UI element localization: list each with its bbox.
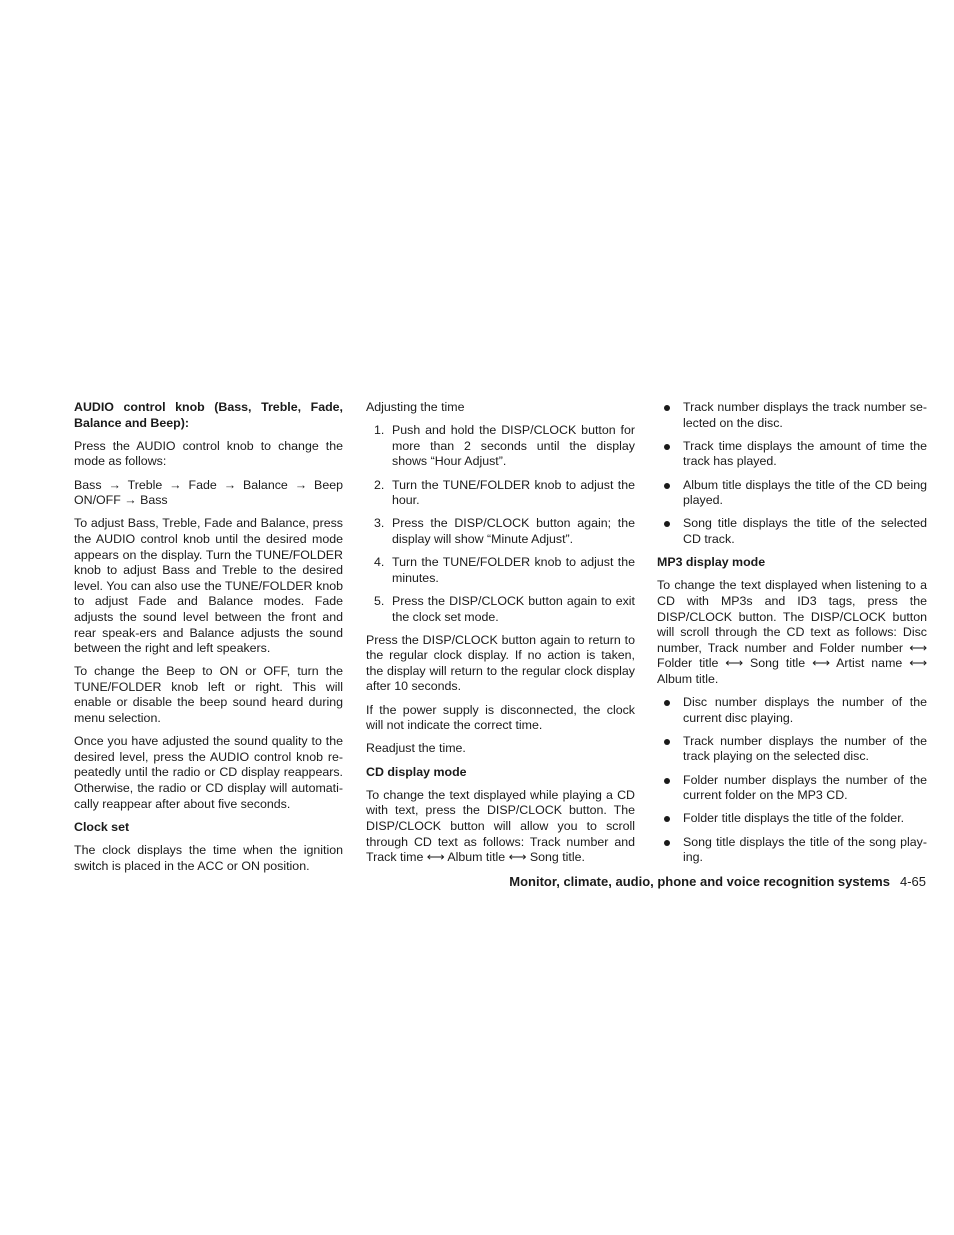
bullet-icon [664,521,670,527]
list-item-text: Disc number displays the number of the current disc playing. [683,695,927,725]
bullet-icon [664,444,670,450]
paragraph: To adjust Bass, Treble, Fade and Balance, press the AUDIO control knob until the desired mode appears on the display. Turn the TUNE/FOLDER knob to adjust Bass and Treble to the desired level. You can also use the TUNE/FOLDER knob to adjust Fade and Balance modes. Fade adjusts the sound level between the front and rear speak-ers and Balance adjusts the sound between the right and left speakers. [74,516,343,656]
list-item-text: Track time displays the amount of time the track has played. [683,438,927,469]
list-item-text: Album title displays the title of the CD being played. [683,477,927,508]
bullet-icon [664,739,670,745]
paragraph: To change the text displayed when listening to a CD with MP3s and ID3 tags, press the DISP/CLOCK button. The DISP/CLOCK button will scroll through the CD text as follows: Disc number, Track number and Folder number ⟷ Folder title ⟷ Song title ⟷ Artist name ⟷ Album title. [657,578,927,686]
footer-section-title: Monitor, climate, audio, phone and voice recognition systems [509,874,890,889]
paragraph: The clock displays the time when the ignition switch is placed in the ACC or ON position. [74,843,343,873]
list-item [657,478,927,509]
paragraph-mode-sequence: Bass → Treble → Fade → Balance → Beep ON/OFF → Bass [74,477,343,508]
list-item-text: Folder number displays the number of the current folder on the MP3 CD. [683,772,927,803]
list-item [657,734,927,765]
step-item [366,423,635,470]
paragraph-adjusting-time: Adjusting the time [366,400,465,414]
paragraph: To change the text displayed while playing a CD with text, press the DISP/CLOCK button. The DISP/CLOCK button will allow you to scroll through CD text as follows: Track number and Track time ⟷ Album title ⟷ Song title. [366,787,635,865]
bullet-icon [664,483,670,489]
heading-audio-knob: AUDIO control knob (Bass, Treble, Fade, Balance and Beep): [74,400,343,430]
heading-cd-display-mode: CD display mode [366,764,467,779]
step-item [366,478,635,509]
paragraph: Press the DISP/CLOCK button again to return to the regular clock display. If no action is taken, the display will return to the regular clock display after 10 seconds. [366,632,635,694]
step-text: Press the DISP/CLOCK button again; the display will show “Minute Adjust”. [392,516,635,546]
list-item [657,516,927,547]
column-left [74,400,343,882]
bullet-icon [664,405,670,411]
list-item-text: Track number displays the number of the track playing on the selected disc. [683,733,927,764]
step-number: 2. [374,477,385,492]
list-item [657,439,927,470]
paragraph: To change the Beep to ON or OFF, turn the TUNE/FOLDER knob left or right. This will enable or disable the beep sound heard during menu selection. [74,664,343,726]
mp3-bullet-list [657,695,927,866]
step-text: Turn the TUNE/FOLDER knob to adjust the hour. [392,477,635,508]
step-text: Turn the TUNE/FOLDER knob to adjust the minutes. [392,555,635,585]
cd-bullet-list [657,400,927,548]
bullet-icon [664,700,670,706]
list-item-text: Folder title displays the title of the folder. [683,811,905,826]
heading-clock-set: Clock set [74,819,130,834]
list-item [657,695,927,726]
step-number: 1. [374,423,385,438]
column-middle [366,400,635,873]
list-item [657,400,927,431]
list-item [657,811,927,827]
step-item [366,594,635,625]
paragraph: Once you have adjusted the sound quality to the desired level, press the AUDIO control knob re-peatedly until the radio or CD display reappears. Otherwise, the radio or CD display will automati-cally reappear after about five seconds. [74,734,343,811]
paragraph: Readjust the time. [366,741,466,756]
page-number: 4-65 [899,874,926,889]
list-item-text: Song title displays the title of the song play-ing. [683,834,927,865]
step-number: 5. [374,593,385,608]
list-item [657,773,927,804]
list-item-text: Track number displays the track number se-lected on the disc. [683,400,927,430]
step-number: 4. [374,555,385,570]
page-footer [509,874,926,889]
heading-mp3-display-mode: MP3 display mode [657,555,766,570]
bullet-icon [664,840,670,846]
paragraph: Press the AUDIO control knob to change the mode as follows: [74,438,343,469]
column-right [657,400,927,873]
list-item [657,835,927,866]
steps-list [366,423,635,625]
step-number: 3. [374,516,385,531]
list-item-text: Song title displays the title of the selected CD track. [683,516,927,546]
bullet-icon [664,778,670,784]
step-text: Press the DISP/CLOCK button again to exit the clock set mode. [392,593,635,624]
step-item [366,555,635,586]
paragraph: If the power supply is disconnected, the clock will not indicate the correct time. [366,702,635,733]
step-text: Push and hold the DISP/CLOCK button for more than 2 seconds until the display shows “Hour Adjust”. [392,423,635,469]
bullet-icon [664,816,670,822]
step-item [366,516,635,547]
